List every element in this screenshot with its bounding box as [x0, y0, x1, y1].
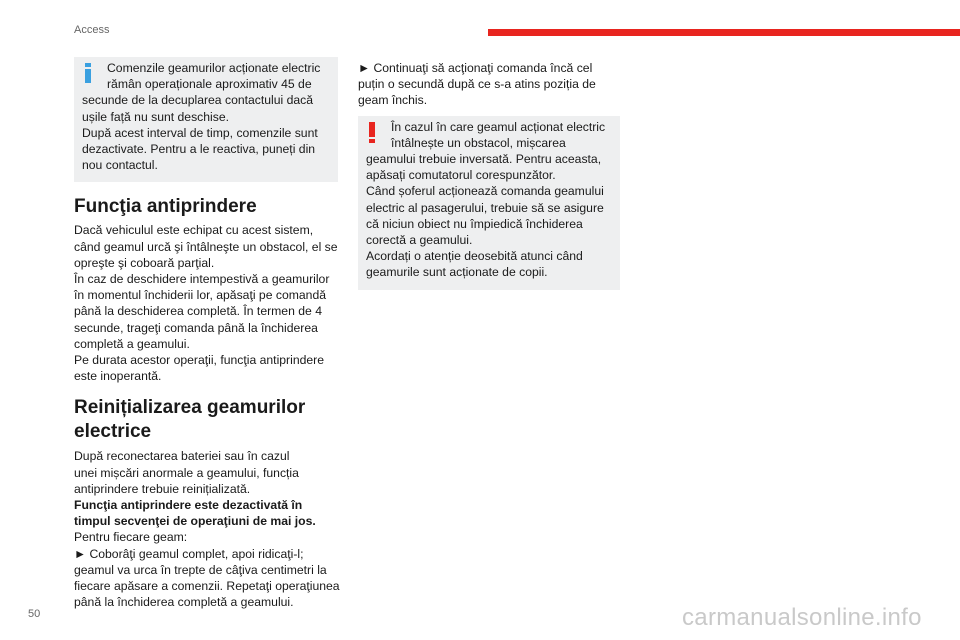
anti-pinch-heading: Funcţia antiprindere: [74, 196, 257, 218]
info-note-line: După acest interval de timp, comenzile sunt: [82, 125, 318, 140]
page-number: 50: [28, 608, 41, 620]
text-line: până la închiderea completă a geamului.: [74, 595, 294, 610]
text-line: în momentul închiderii lor, apăsaţi pe comandă: [74, 288, 327, 303]
text-line: secunde, trageţi comanda până la închiderea: [74, 320, 318, 335]
text-line: După reconectarea bateriei sau în cazul: [74, 449, 290, 464]
warning-note-line: întâlnește un obstacol, mișcarea: [391, 135, 566, 150]
text-line: când geamul urcă şi întâlneşte un obstacol, el se: [74, 239, 338, 254]
text-line: până la deschiderea completă. În termen de 4: [74, 304, 322, 319]
info-note-line: rămân operaționale aproximativ 45 de: [107, 77, 312, 92]
reinit-text: [74, 448, 338, 610]
reinit-heading-line: electrice: [74, 421, 152, 443]
warning-note-line: corectă a geamului.: [366, 233, 473, 248]
anti-pinch-text: [74, 222, 338, 384]
info-note-line: nou contactul.: [82, 158, 158, 173]
text-line: antiprindere trebuie reinițializată.: [74, 481, 251, 496]
bold-text-line: timpul secvenţei de operaţiuni de mai jos.: [74, 514, 316, 529]
info-note-line: dezactivate. Pentru a le reactiva, puneți din: [82, 142, 316, 157]
warning-note-line: Acordați o atenție deosebită atunci când: [366, 249, 583, 264]
warning-note-line: că niciun obiect nu împiedică închiderea: [366, 216, 583, 231]
info-icon: [85, 63, 91, 83]
text-line: Pentru fiecare geam:: [74, 530, 188, 545]
info-note: [74, 57, 338, 182]
warning-note: [358, 116, 620, 290]
warning-note-line: electric al pasagerului, trebuie să se asigure: [366, 200, 604, 215]
text-line: opreşte şi coboară parţial.: [74, 255, 215, 270]
warning-exclamation-icon: [369, 122, 375, 144]
continue-step-text: [358, 60, 620, 109]
step-line: ► Continuaţi să acţionaţi comanda încă cel: [358, 61, 593, 75]
text-line: În caz de deschidere intempestivă a geamurilor: [74, 272, 330, 287]
header-accent-bar: [488, 29, 960, 36]
bold-text-line: Funcţia antiprindere este dezactivată în: [74, 498, 303, 513]
text-line: Dacă vehiculul este echipat cu acest sistem,: [74, 223, 314, 238]
text-line: completă a geamului.: [74, 336, 190, 351]
left-column: [74, 57, 338, 610]
warning-note-line: geamului trebuie inversată. Pentru aceasta,: [366, 152, 602, 167]
text-line: este inoperantă.: [74, 369, 162, 384]
warning-note-line: Când șoferul acționează comanda geamului: [366, 184, 604, 199]
watermark: carmanualsonline.info: [682, 604, 922, 631]
warning-note-line: geamurile sunt acționate de copii.: [366, 265, 548, 280]
info-note-line: ușile față nu sunt deschise.: [82, 109, 230, 124]
warning-note-line: apăsați comutatorul corespunzător.: [366, 168, 556, 183]
text-line: unei mișcări anormale a geamului, funcția: [74, 465, 299, 480]
section-title: Access: [74, 24, 110, 36]
text-line: puțin o secundă după ce s-a atins poziția de: [358, 77, 596, 92]
info-note-line: Comenzile geamurilor acționate electric: [107, 61, 321, 75]
right-column: [358, 60, 620, 290]
warning-note-line: În cazul în care geamul acționat electric: [391, 119, 606, 134]
info-note-line: secunde de la decuplarea contactului dacă: [82, 93, 314, 108]
text-line: geamul va urca în trepte de câţiva centimetri la: [74, 562, 327, 577]
step-line: ► Coborâţi geamul complet, apoi ridicaţi-l;: [74, 546, 304, 561]
reinit-heading: [74, 396, 338, 444]
text-line: Pe durata acestor operaţii, funcţia antiprindere: [74, 353, 324, 368]
text-line: geam închis.: [358, 93, 428, 108]
reinit-heading-line: Reinițializarea geamurilor: [74, 397, 306, 419]
text-line: fiecare apăsare a comenzii. Repetaţi operaţiunea: [74, 579, 340, 594]
